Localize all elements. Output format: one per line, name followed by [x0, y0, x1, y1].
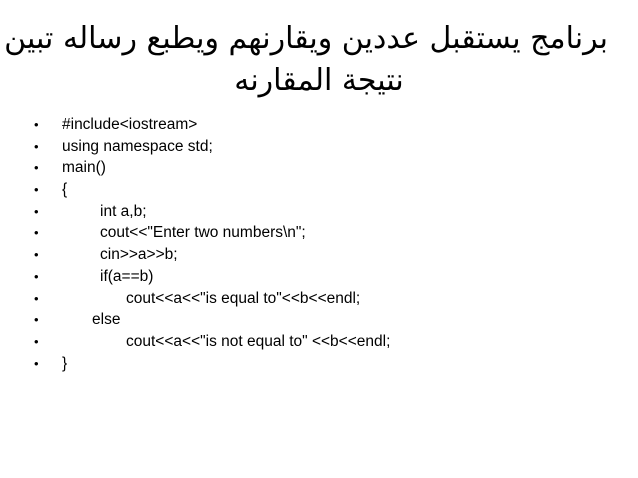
code-bullet-list: [34, 114, 391, 374]
bullet-icon: •: [34, 312, 39, 328]
code-line-text: cin>>a>>b;: [100, 246, 178, 264]
code-line: [34, 136, 213, 158]
code-line: [34, 222, 306, 244]
bullet-icon: •: [34, 182, 39, 198]
code-line: [34, 288, 361, 310]
slide-title: [4, 18, 608, 102]
bullet-icon: •: [34, 355, 39, 371]
code-line-text: cout<<"Enter two numbers\n";: [100, 224, 306, 242]
code-line-text: using namespace std;: [62, 137, 213, 155]
bullet-icon: •: [34, 247, 39, 263]
title-line-1: برنامج يستقبل عددين ويقارنهم ويطبع رساله تبين: [4, 21, 608, 56]
code-line: [34, 266, 154, 288]
title-line-2: نتيجة المقارنه: [234, 63, 404, 98]
bullet-icon: •: [34, 117, 39, 132]
bullet-icon: •: [34, 160, 39, 176]
code-line-text: int a,b;: [100, 202, 147, 220]
code-line-text: main(): [62, 159, 106, 177]
bullet-icon: •: [34, 290, 39, 306]
bullet-icon: •: [34, 268, 39, 284]
code-line: [34, 309, 121, 331]
code-line: [34, 244, 178, 266]
code-line: [34, 331, 391, 353]
code-line-text: }: [62, 354, 68, 372]
bullet-icon: •: [34, 203, 39, 219]
code-line-text: #include<iostream>: [62, 116, 198, 133]
code-line-text: cout<<a<<"is not equal to" <<b<<endl;: [126, 332, 391, 350]
bullet-icon: •: [34, 225, 39, 241]
code-line: [34, 179, 68, 201]
code-line-text: cout<<a<<"is equal to"<<b<<endl;: [126, 289, 361, 307]
code-line: [34, 201, 147, 223]
code-line-text: {: [62, 181, 68, 199]
code-line-text: else: [92, 311, 121, 329]
bullet-icon: •: [34, 138, 39, 154]
bullet-icon: •: [34, 333, 39, 349]
code-line: [34, 114, 198, 136]
code-line: [34, 353, 68, 375]
code-line: [34, 157, 106, 179]
code-line-text: if(a==b): [100, 267, 154, 285]
